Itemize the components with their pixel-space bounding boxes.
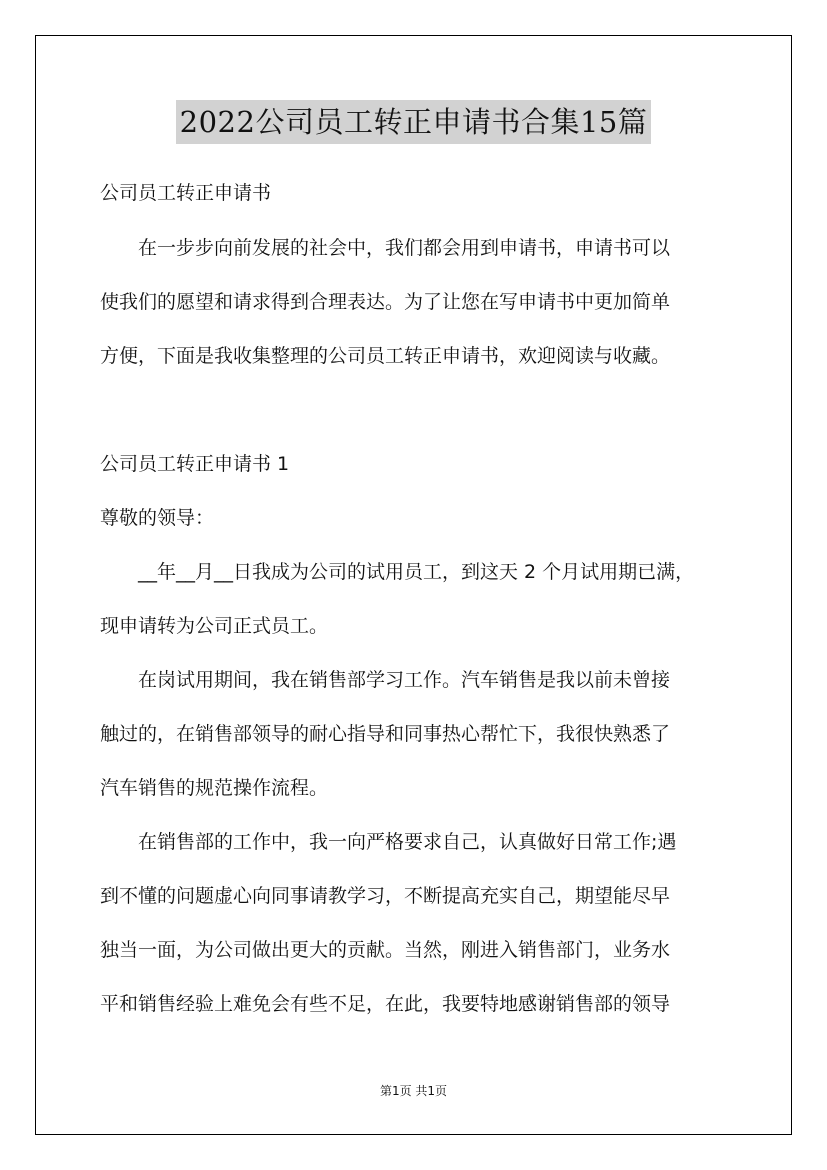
paragraph-line: 到不懂的问题虚心向同事请教学习，不断提高充实自己，期望能尽早 bbox=[100, 885, 671, 907]
subtitle-line: 公司员工转正申请书 bbox=[100, 182, 272, 204]
paragraph-line: 现申请转为公司正式员工。 bbox=[100, 615, 329, 637]
paragraph-line: 触过的，在销售部领导的耐心指导和同事热心帮忙下，我很快熟悉了 bbox=[100, 723, 671, 745]
page-footer: 第1页 共1页 bbox=[379, 1084, 448, 1098]
paragraph-line: 平和销售经验上难免会有些不足，在此，我要特地感谢销售部的领导 bbox=[100, 993, 671, 1015]
section-heading: 公司员工转正申请书 1 bbox=[100, 453, 290, 475]
paragraph-line: 方便，下面是我收集整理的公司员工转正申请书，欢迎阅读与收藏。 bbox=[100, 345, 671, 367]
salutation: 尊敬的领导： bbox=[100, 507, 215, 529]
document-title: 2022公司员工转正申请书合集15篇 bbox=[176, 100, 652, 144]
paragraph-line: 使我们的愿望和请求得到合理表达。为了让您在写申请书中更加简单 bbox=[100, 291, 671, 313]
paragraph-line: __年__月__日我成为公司的试用员工，到这天 2 个月试用期已满， bbox=[100, 561, 695, 583]
paragraph-line: 在一步步向前发展的社会中，我们都会用到申请书，申请书可以 bbox=[100, 237, 671, 259]
paragraph-line: 在销售部的工作中，我一向严格要求自己，认真做好日常工作;遇 bbox=[100, 831, 677, 853]
paragraph-line: 在岗试用期间，我在销售部学习工作。汽车销售是我以前未曾接 bbox=[100, 669, 671, 691]
title-container bbox=[0, 100, 827, 144]
paragraph-line: 独当一面，为公司做出更大的贡献。当然，刚进入销售部门，业务水 bbox=[100, 939, 671, 961]
paragraph-line: 汽车销售的规范操作流程。 bbox=[100, 777, 329, 799]
